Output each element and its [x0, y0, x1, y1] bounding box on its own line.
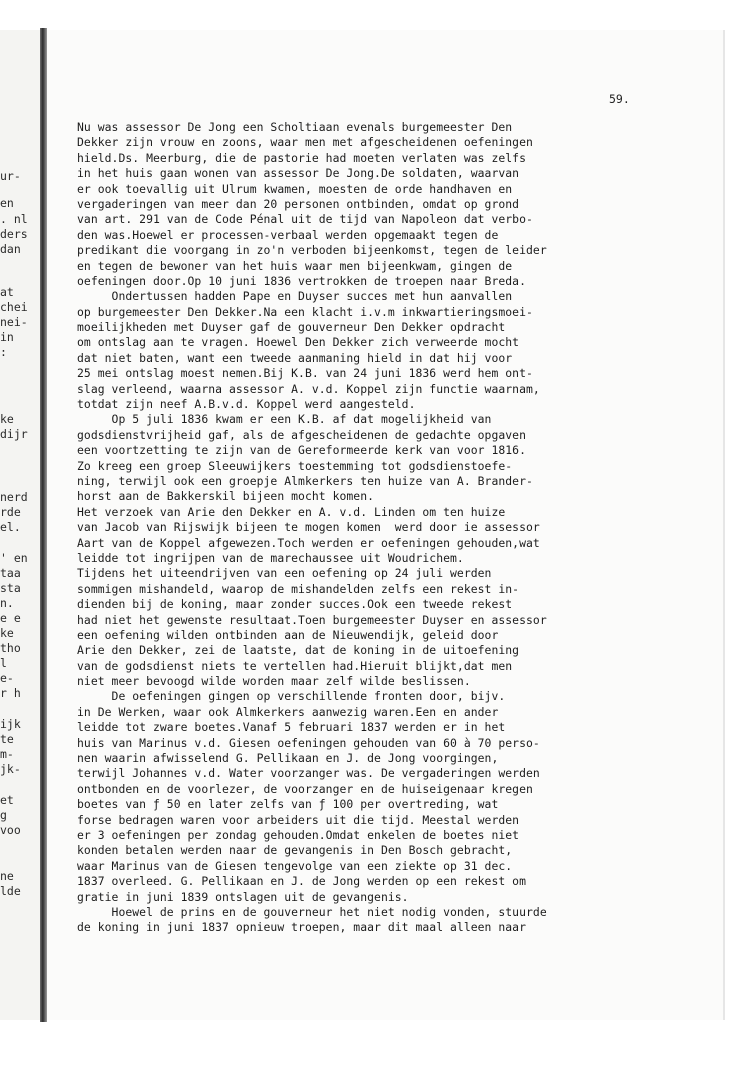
text-line: Ondertussen hadden Pape en Duyser succes met hun aanvallen — [77, 289, 513, 304]
margin-fragment: voo — [0, 823, 21, 837]
margin-fragment: ke — [0, 412, 14, 426]
text-line: gratie in juni 1839 ontslagen uit de gevangenis. — [77, 889, 409, 904]
text-line: Hoewel de prins en de gouverneur het niet nodig vonden, stuurde — [77, 904, 547, 919]
previous-page-edge — [0, 30, 40, 1020]
text-line: boetes van ƒ 50 en later zelfs van ƒ 100 per overtreding, wat — [77, 797, 499, 812]
text-line: leidde tot zware boetes.Vanaf 5 februari 1837 werden er in het — [77, 720, 506, 735]
text-line: Nu was assessor De Jong een Scholtiaan evenals burgemeester Den — [77, 120, 513, 134]
text-line: konden betalen werden naar de gevangenis in Den Bosch gebracht, — [77, 843, 513, 858]
text-line: nen waarin afwisselend G. Pellikaan en J. de Jong voorgingen, — [77, 751, 499, 766]
text-line: godsdienstvrijheid gaf, als de afgescheidenen de gedachte opgaven — [77, 427, 527, 442]
margin-fragment: ' en — [0, 551, 28, 565]
text-line: Tijdens het uiteendrijven van een oefening op 24 juli werden — [77, 566, 492, 581]
margin-fragment: el. — [0, 520, 21, 534]
text-line: van Jacob van Rijswijk bijeen te mogen komen werd door ie assessor — [77, 520, 540, 535]
margin-fragment: lde — [0, 884, 21, 898]
margin-fragment: : — [0, 345, 7, 359]
margin-fragment: dan — [0, 242, 21, 256]
text-line: leidde tot ingrijpen van de marechaussee uit Woudrichem. — [77, 550, 464, 565]
text-line: 1837 overleed. G. Pellikaan en J. de Jong werden op een rekest om — [77, 874, 527, 889]
margin-fragment: et — [0, 793, 14, 807]
margin-fragment: ke — [0, 626, 14, 640]
body-text — [77, 120, 717, 936]
text-line: Arie den Dekker, zei de laatste, dat de koning in de uitoefening — [77, 643, 520, 658]
text-line: 25 mei ontslag moest nemen.Bij K.B. van 24 juni 1836 werd hem ont- — [77, 366, 533, 381]
margin-fragment: ders — [0, 227, 28, 241]
text-line: vergaderingen van meer dan 20 personen ontbinden, omdat op grond — [77, 196, 520, 211]
text-line: van de godsdienst niets te vertellen had.Hieruit blijkt,dat men — [77, 658, 513, 673]
text-line: hield.Ds. Meerburg, die de pastorie had moeten verlaten was zelfs — [77, 150, 527, 165]
text-line: huis van Marinus v.d. Giesen oefeningen gehouden van 60 à 70 perso- — [77, 735, 540, 750]
book-spine-shadow — [40, 28, 47, 1022]
text-line: De oefeningen gingen op verschillende fronten door, bijv. — [77, 689, 506, 704]
text-line: ontbonden en de voorlezer, de voorzanger en de huiseigenaar kregen — [77, 781, 533, 796]
margin-fragment: . nl — [0, 212, 28, 226]
text-line: er ook toevallig uit Ulrum kwamen, moesten de orde handhaven en — [77, 181, 513, 196]
text-line: niet meer bevoogd wilde worden maar zelf wilde beslissen. — [77, 674, 471, 689]
text-line: forse bedragen waren voor arbeiders uit die tijd. Meestal werden — [77, 812, 520, 827]
text-line: Aart van de Koppel afgewezen.Toch werden er oefeningen gehouden,wat — [77, 535, 540, 550]
text-line: Zo kreeg een groep Sleeuwijkers toestemming tot godsdienstoefe- — [77, 458, 513, 473]
text-line: een voortzetting te zijn van de Gereformeerde kerk van voor 1816. — [77, 443, 527, 458]
text-line: in het huis gaan wonen van assessor De Jong.De soldaten, waarvan — [77, 166, 520, 181]
text-line: sommigen mishandeld, waarop de mishandelden zelfs een rekest in- — [77, 581, 520, 596]
margin-fragment: ur- — [0, 169, 21, 183]
margin-fragment: nerd — [0, 490, 28, 504]
text-line: en tegen de bewoner van het huis waar men bijeenkwam, gingen de — [77, 258, 513, 273]
margin-fragment: g — [0, 808, 7, 822]
margin-fragment: taa — [0, 566, 21, 580]
text-line: had niet het gewenste resultaat.Toen burgemeester Duyser en assessor — [77, 612, 547, 627]
margin-fragment: m- — [0, 747, 14, 761]
text-line: waar Marinus van de Giesen tengevolge van een ziekte op 31 dec. — [77, 858, 513, 873]
margin-fragment: nei- — [0, 315, 28, 329]
page-number: 59. — [609, 92, 630, 106]
text-line: in De Werken, waar ook Almkerkers aanwezig waren.Een en ander — [77, 704, 499, 719]
text-line: slag verleend, waarna assessor A. v.d. Koppel zijn functie waarnam, — [77, 381, 540, 396]
margin-fragment: chei — [0, 300, 28, 314]
text-line: dat niet baten, want een tweede aanmaning hield in dat hij voor — [77, 350, 513, 365]
margin-fragment: n. — [0, 596, 14, 610]
margin-fragment: sta — [0, 581, 21, 595]
margin-fragment: r h — [0, 686, 21, 700]
margin-fragment: jk- — [0, 762, 21, 776]
text-line: predikant die voorgang in zo'n verboden bijeenkomst, tegen de leider — [77, 243, 547, 258]
text-line: op burgemeester Den Dekker.Na een klacht i.v.m inkwartieringsmoei- — [77, 304, 533, 319]
text-line: een oefening wilden ontbinden aan de Nieuwendijk, geleid door — [77, 627, 499, 642]
margin-fragment: in — [0, 330, 14, 344]
margin-fragment: en — [0, 196, 14, 210]
text-line: Op 5 juli 1836 kwam er een K.B. af dat mogelijkheid van — [77, 412, 492, 427]
margin-fragment: ne — [0, 869, 14, 883]
text-line: moeilijkheden met Duyser gaf de gouverneur Den Dekker opdracht — [77, 320, 506, 335]
text-line: den was.Hoewel er processen-verbaal werden opgemaakt tegen de — [77, 227, 499, 242]
margin-fragment: at — [0, 285, 14, 299]
margin-fragment: te — [0, 732, 14, 746]
text-line: de koning in juni 1837 opnieuw troepen, maar dit maal alleen naar — [77, 920, 527, 935]
margin-fragment: tho — [0, 641, 21, 655]
text-line: van art. 291 van de Code Pénal uit de tijd van Napoleon dat verbo- — [77, 212, 533, 227]
text-line: Het verzoek van Arie den Dekker en A. v.d. Linden om ten huize — [77, 504, 506, 519]
text-line: om ontslag aan te vragen. Hoewel Den Dekker zich verweerde mocht — [77, 335, 520, 350]
margin-fragment: rde — [0, 505, 21, 519]
text-line: er 3 oefeningen per zondag gehouden.Omdat enkelen de boetes niet — [77, 827, 520, 842]
margin-fragment: ijk — [0, 717, 21, 731]
text-line: ning, terwijl ook een groepje Almkerkers ten huize van A. Brander- — [77, 473, 533, 488]
text-line: horst aan de Bakkerskil bijeen mocht komen. — [77, 489, 375, 504]
text-line: totdat zijn neef A.B.v.d. Koppel werd aangesteld. — [77, 397, 416, 412]
margin-fragment: dijr — [0, 427, 28, 441]
margin-fragment: e- — [0, 671, 14, 685]
text-line: terwijl Johannes v.d. Water voorzanger was. De vergaderingen werden — [77, 766, 540, 781]
margin-fragment: l — [0, 656, 7, 670]
margin-fragment: e e — [0, 611, 21, 625]
text-line: Dekker zijn vrouw en zoons, waar men met afgescheidenen oefeningen — [77, 135, 533, 150]
text-line: dienden bij de koning, maar zonder succes.Ook een tweede rekest — [77, 597, 513, 612]
text-line: oefeningen door.Op 10 juni 1836 vertrokken de troepen naar Breda. — [77, 273, 527, 288]
